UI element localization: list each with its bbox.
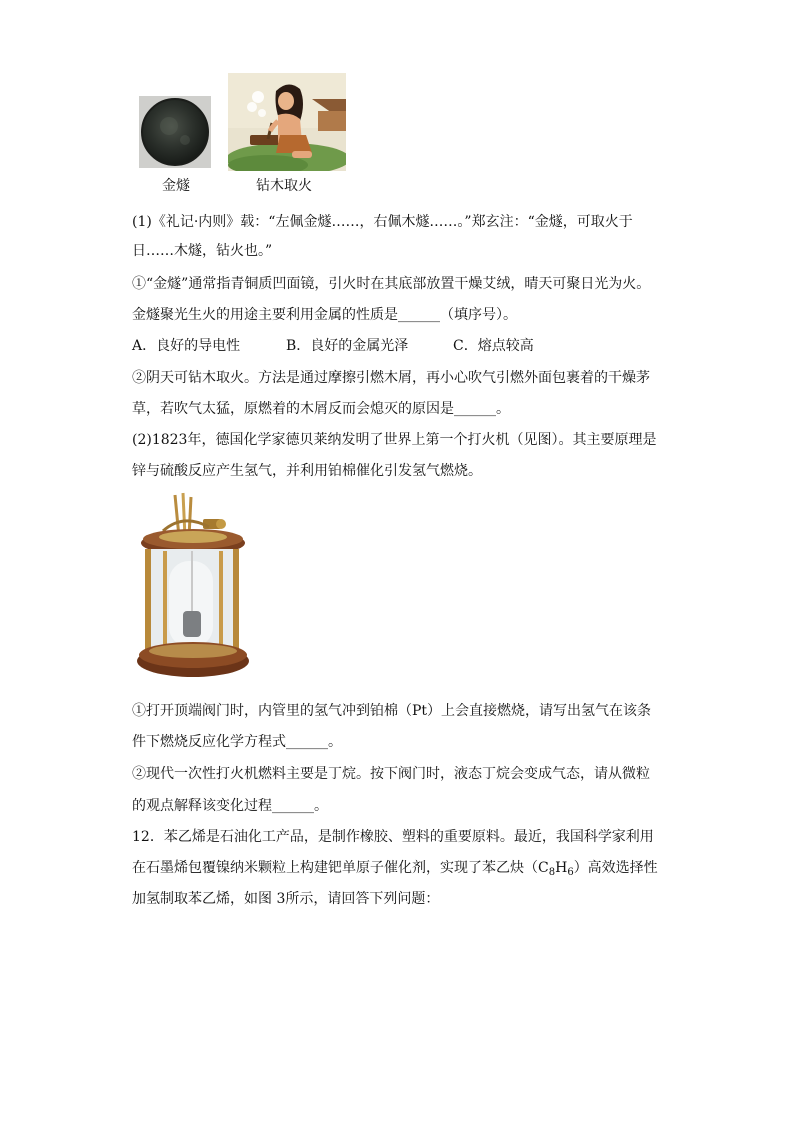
- q1-part1-line2: 金燧聚光生火的用途主要利用金属的性质是______（填序号）。: [132, 307, 517, 323]
- q2-part2-line2: 的观点解释该变化过程______。: [132, 798, 328, 814]
- q2-part2-line1: ②现代一次性打火机燃料主要是丁烷。按下阀门时，液态丁烷会变成气态，请从微粒: [132, 766, 650, 782]
- q1-line2: 日……木燧，钻火也。”: [132, 243, 273, 259]
- q1-part2-line1: ②阴天可钻木取火。方法是通过摩擦引燃木屑，再小心吹气引燃外面包裹着的干燥茅: [132, 370, 650, 386]
- jinsui-caption: 金燧: [162, 178, 190, 194]
- q1-option-b: B．良好的金属光泽: [286, 338, 409, 354]
- q12-line1: 12．苯乙烯是石油化工产品，是制作橡胶、塑料的重要原料。最近，我国科学家利用: [132, 829, 654, 845]
- formula-sub-8: 8: [548, 867, 556, 878]
- q1-option-a: A．良好的导电性: [132, 338, 241, 354]
- formula-sub-6: 6: [567, 867, 574, 878]
- bronze-mirror-icon: [139, 96, 211, 168]
- q1-line1: (1)《礼记·内则》载：“左佩金燧……，右佩木燧……。”郑玄注：“金燧，可取火于: [132, 214, 633, 230]
- q1-option-c: C．熔点较高: [453, 338, 534, 354]
- zuanmu-quhuo-image: [228, 73, 346, 171]
- dobereiner-lamp-image: [133, 491, 251, 683]
- q12-line2-text: 在石墨烯包覆镍纳米颗粒上构建钯单原子催化剂，实现了苯乙炔（C: [132, 860, 549, 876]
- q1-part1-line1: ①“金燧”通常指青铜质凹面镜，引火时在其底部放置干燥艾绒，晴天可聚日光为火。: [132, 276, 651, 292]
- q1-part2-line2: 草，若吹气太猛，原燃着的木屑反而会熄灭的原因是______。: [132, 401, 510, 417]
- fire-drilling-illustration-icon: [228, 73, 346, 171]
- q2-part1-line2: 件下燃烧反应化学方程式______。: [132, 734, 342, 750]
- q12-line2: [132, 858, 658, 878]
- q2-part1-line1: ①打开顶端阀门时，内管里的氢气冲到铂棉（Pt）上会直接燃烧，请写出氢气在该条: [132, 703, 652, 719]
- q2-line2: 锌与硫酸反应产生氢气，并利用铂棉催化引发氢气燃烧。: [132, 463, 482, 479]
- q12-line2-tail: ）高效选择性: [573, 860, 658, 876]
- jinsui-image: [139, 96, 211, 168]
- zuanmu-caption: 钻木取火: [256, 178, 312, 194]
- q12-line3: 加氢制取苯乙烯，如图 3所示，请回答下列问题：: [132, 891, 440, 907]
- formula-h: H: [555, 860, 568, 876]
- lighter-apparatus-icon: [133, 491, 251, 683]
- q2-line1: (2)1823年，德国化学家德贝莱纳发明了世界上第一个打火机（见图）。其主要原理是: [132, 432, 657, 448]
